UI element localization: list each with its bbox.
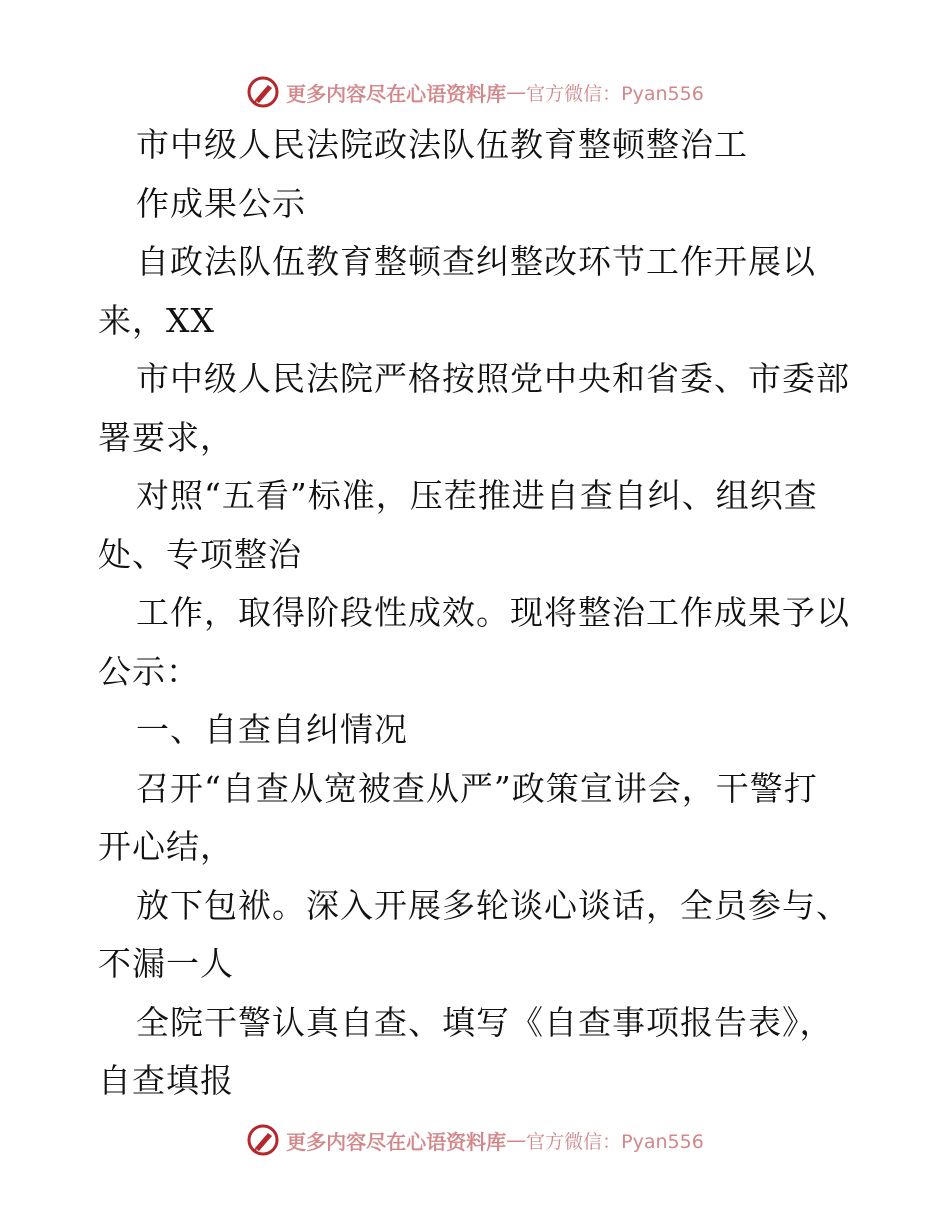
doc-line: 一、自查自纠情况 [136,710,408,749]
doc-line: 公示： [98,651,200,691]
doc-line: 放下包袱。深入开展多轮谈心谈话，全员参与、 [136,885,850,925]
doc-line: 对照“五看”标准，压茬推进自查自纠、组织查 [136,476,818,515]
header-watermark [0,72,950,112]
doc-line: 市中级人民法院严格按照党中央和省委、市委部 [136,359,850,398]
watermark-main-text: 更多内容尽在心语资料库 [286,81,507,106]
watermark-main-text: 更多内容尽在心语资料库 [286,1129,507,1154]
doc-line: 市中级人民法院政法队伍教育整顿整治工 [136,125,748,164]
doc-line: 自查填报 [98,1061,234,1100]
pen-logo-icon [246,75,280,109]
doc-line: 不漏一人 [98,944,234,983]
doc-line: 召开“自查从宽被查从严”政策宣讲会，干警打 [136,768,818,808]
doc-line: 处、专项整治 [98,534,302,574]
document-body [98,116,858,1111]
doc-line: 工作，取得阶段性成效。现将整治工作成果予以 [136,593,850,632]
doc-line: 自政法队伍教育整顿查纠整改环节工作开展以 [136,242,816,281]
watermark-separator: — [506,80,527,104]
doc-line: 作成果公示 [136,183,306,223]
doc-line: 开心结， [98,827,234,866]
footer-watermark [0,1120,950,1160]
watermark-sub-text: 官方微信：Pyan556 [526,82,704,105]
watermark-sub-text: 官方微信：Pyan556 [526,1130,704,1153]
pen-logo-icon [246,1123,280,1157]
doc-line: 全院干警认真自查、填写《自查事项报告表》， [136,1002,834,1042]
doc-line: 署要求， [98,417,234,457]
doc-line: 来，XX [98,300,215,340]
watermark-separator: — [506,1128,527,1152]
